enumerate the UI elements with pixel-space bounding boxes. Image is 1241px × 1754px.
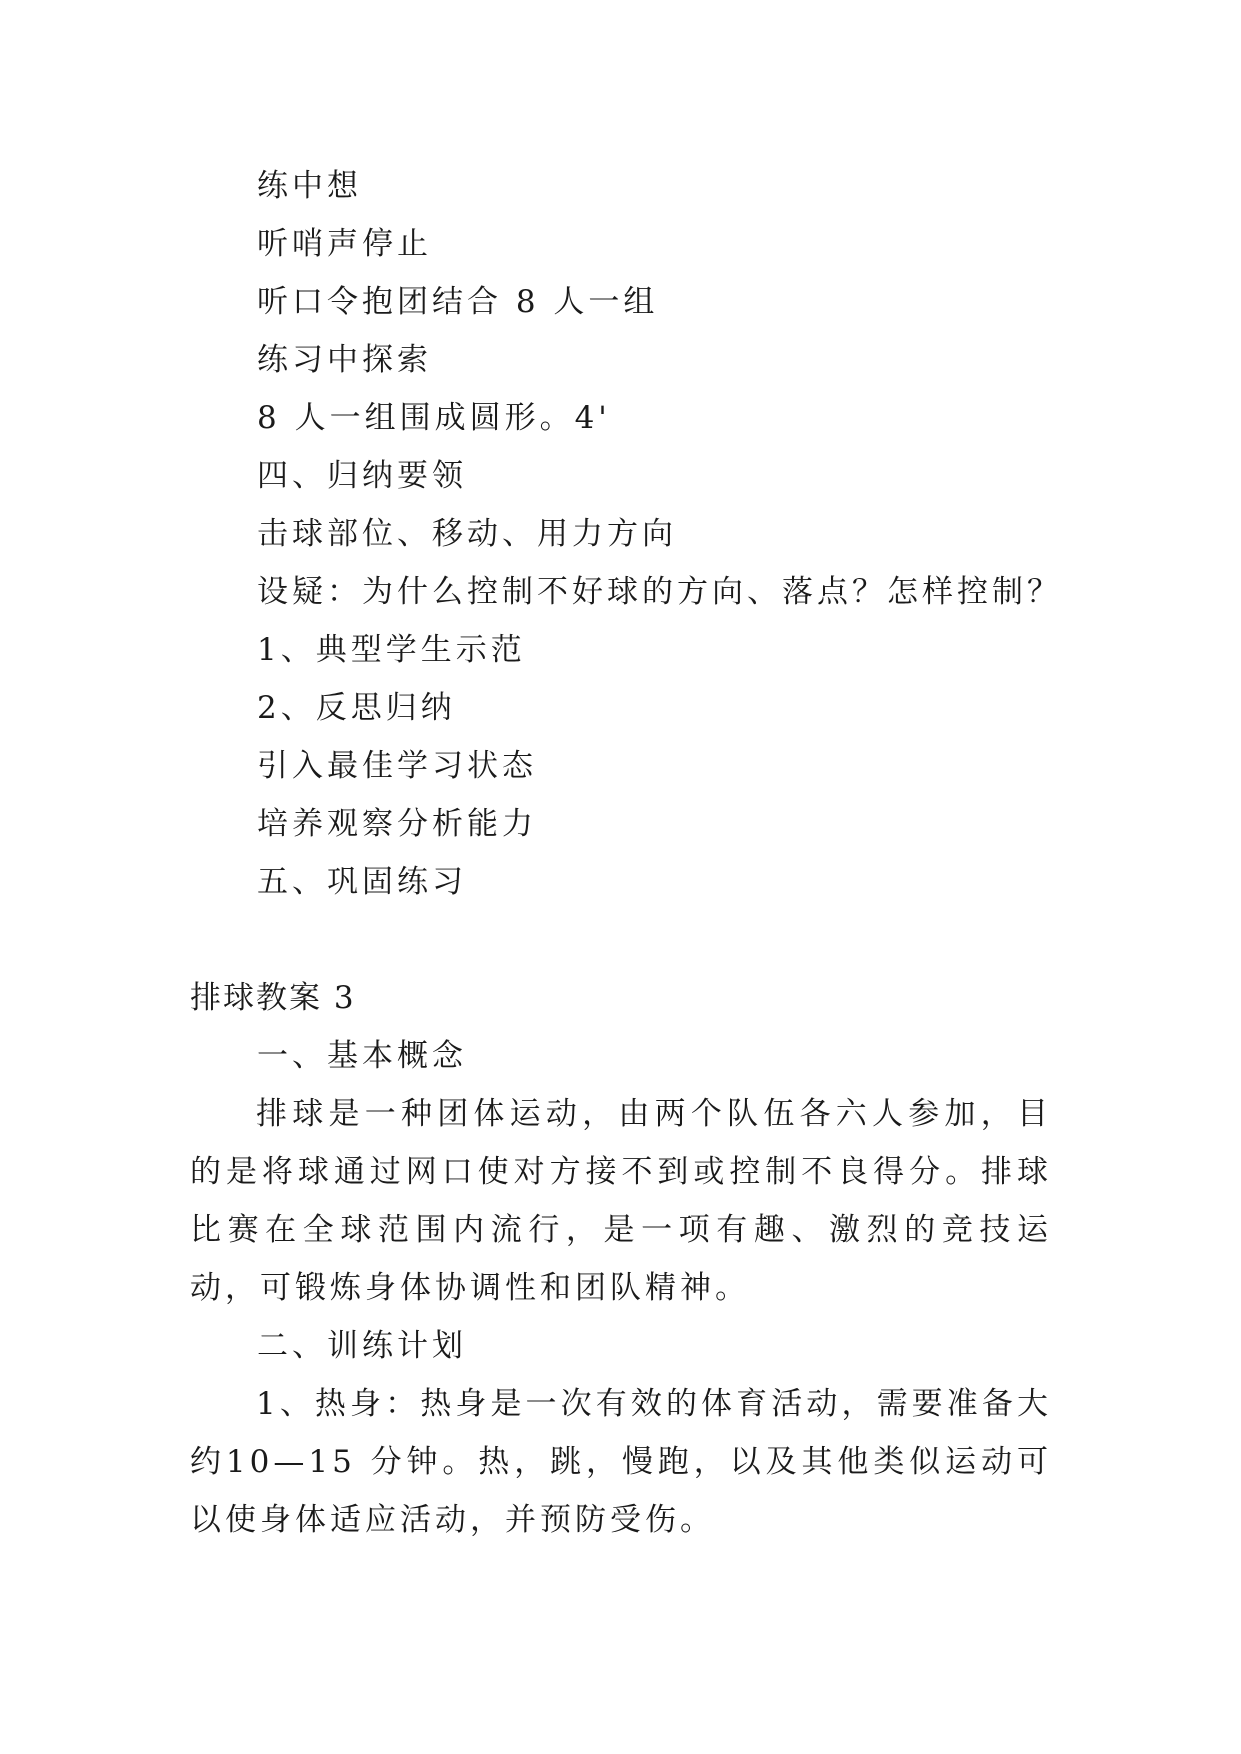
text-line: 2、反思归纳 bbox=[257, 690, 456, 726]
text-line: 8 人一组围成圆形。4' bbox=[257, 400, 611, 436]
section-heading: 一、基本概念 bbox=[257, 1038, 467, 1074]
text-line: 击球部位、移动、用力方向 bbox=[257, 516, 677, 552]
text-line: 引入最佳学习状态 bbox=[257, 748, 537, 784]
section-heading: 四、归纳要领 bbox=[257, 458, 467, 494]
text-line: 听口令抱团结合 8 人一组 bbox=[257, 284, 659, 320]
text-line: 练习中探索 bbox=[257, 342, 432, 378]
paragraph: 排球是一种团体运动，由两个队伍各六人参加，目的是将球通过网口使对方接不到或控制不良得分。排球比赛在全球范围内流行，是一项有趣、激烈的竞技运动，可锻炼身体协调性和团队精神。 bbox=[190, 1096, 1052, 1306]
text-line: 1、典型学生示范 bbox=[257, 632, 526, 668]
paragraph: 1、热身：热身是一次有效的体育活动，需要准备大约10—15 分钟。热，跳，慢跑，以及其他类似运动可以使身体适应活动，并预防受伤。 bbox=[190, 1386, 1052, 1538]
section-heading: 五、巩固练习 bbox=[257, 864, 467, 900]
document-title: 排球教案 3 bbox=[190, 980, 356, 1016]
section-heading: 二、训练计划 bbox=[257, 1328, 467, 1364]
text-line: 听哨声停止 bbox=[257, 226, 432, 262]
text-line: 设疑：为什么控制不好球的方向、落点？怎样控制？ bbox=[257, 574, 1062, 610]
text-line: 练中想 bbox=[257, 168, 362, 204]
text-line: 培养观察分析能力 bbox=[257, 806, 537, 842]
